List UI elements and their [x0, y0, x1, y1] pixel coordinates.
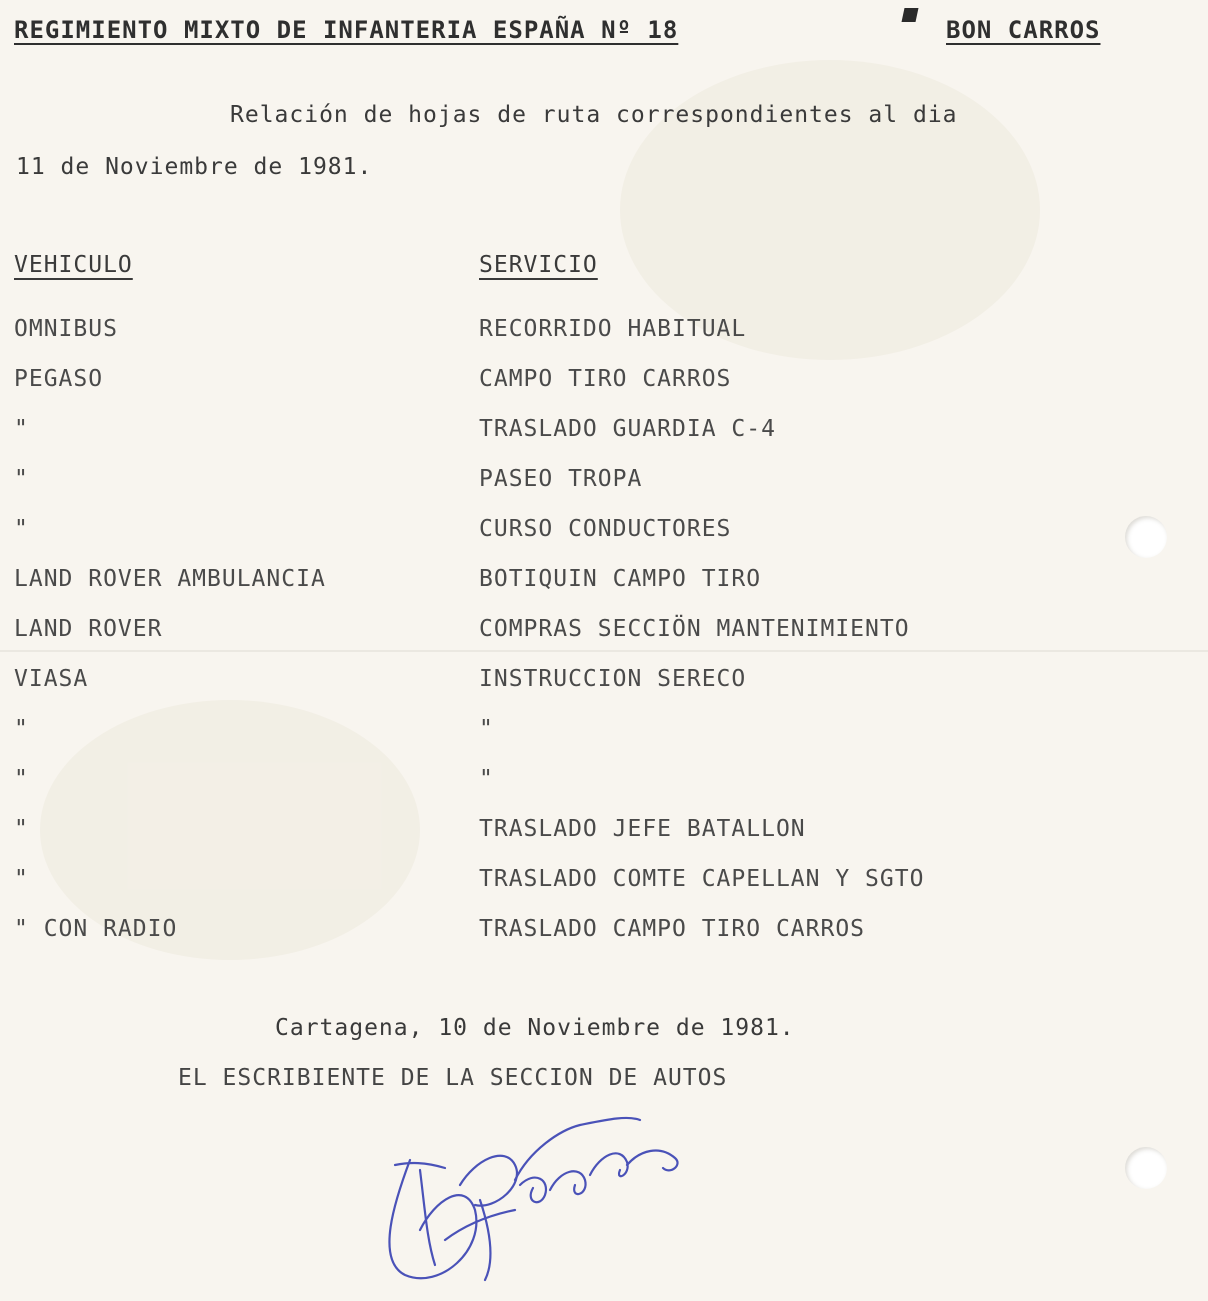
- ink-mark: [902, 8, 919, 22]
- list-item: [0, 666, 1208, 716]
- vehicle-cell: ": [14, 866, 29, 892]
- vehicle-cell: OMNIBUS: [14, 316, 118, 342]
- list-item: [0, 466, 1208, 516]
- section-header: BON CARROS: [946, 16, 1101, 44]
- vehicle-cell: LAND ROVER AMBULANCIA: [14, 566, 326, 592]
- vehicle-cell: PEGASO: [14, 366, 104, 392]
- service-cell: PASEO TROPA: [479, 466, 643, 492]
- vehicle-cell: LAND ROVER: [14, 616, 163, 642]
- list-item: [0, 416, 1208, 466]
- service-cell: INSTRUCCION SERECO: [479, 666, 747, 692]
- punch-hole: [1125, 516, 1167, 558]
- service-cell: ": [479, 766, 494, 792]
- handwritten-signature: [365, 1090, 705, 1290]
- list-item: [0, 366, 1208, 416]
- service-cell: BOTIQUIN CAMPO TIRO: [479, 566, 762, 592]
- list-item: [0, 766, 1208, 816]
- vehicle-column-header: VEHICULO: [14, 252, 133, 278]
- list-item: [0, 916, 1208, 966]
- service-cell: TRASLADO JEFE BATALLON: [479, 816, 806, 842]
- vehicle-cell: ": [14, 766, 29, 792]
- intro-line-2: 11 de Noviembre de 1981.: [16, 154, 373, 180]
- vehicle-cell: " CON RADIO: [14, 916, 178, 942]
- punch-hole: [1125, 1147, 1167, 1189]
- list-item: [0, 316, 1208, 366]
- service-cell: TRASLADO CAMPO TIRO CARROS: [479, 916, 866, 942]
- list-item: [0, 516, 1208, 566]
- service-cell: CURSO CONDUCTORES: [479, 516, 732, 542]
- service-column-header: SERVICIO: [479, 252, 598, 278]
- service-cell: CAMPO TIRO CARROS: [479, 366, 732, 392]
- vehicle-cell: ": [14, 516, 29, 542]
- vehicle-cell: ": [14, 416, 29, 442]
- list-item: [0, 566, 1208, 616]
- service-cell: TRASLADO COMTE CAPELLAN Y SGTO: [479, 866, 925, 892]
- list-item: [0, 616, 1208, 666]
- list-item: [0, 866, 1208, 916]
- list-item: [0, 816, 1208, 866]
- service-cell: ": [479, 716, 494, 742]
- vehicle-cell: ": [14, 816, 29, 842]
- vehicle-cell: ": [14, 466, 29, 492]
- service-cell: COMPRAS SECCIÖN MANTENIMIENTO: [479, 616, 910, 642]
- intro-line-1: Relación de hojas de ruta correspondientes al dia: [230, 102, 958, 128]
- vehicle-cell: ": [14, 716, 29, 742]
- list-item: [0, 716, 1208, 766]
- regiment-header: REGIMIENTO MIXTO DE INFANTERIA ESPAÑA Nº 18: [14, 16, 679, 44]
- route-sheet-list: [0, 316, 1208, 966]
- vehicle-cell: VIASA: [14, 666, 89, 692]
- service-cell: TRASLADO GUARDIA C-4: [479, 416, 776, 442]
- place-and-date: Cartagena, 10 de Noviembre de 1981.: [275, 1015, 795, 1041]
- service-cell: RECORRIDO HABITUAL: [479, 316, 747, 342]
- signer-title: EL ESCRIBIENTE DE LA SECCION DE AUTOS: [178, 1065, 728, 1091]
